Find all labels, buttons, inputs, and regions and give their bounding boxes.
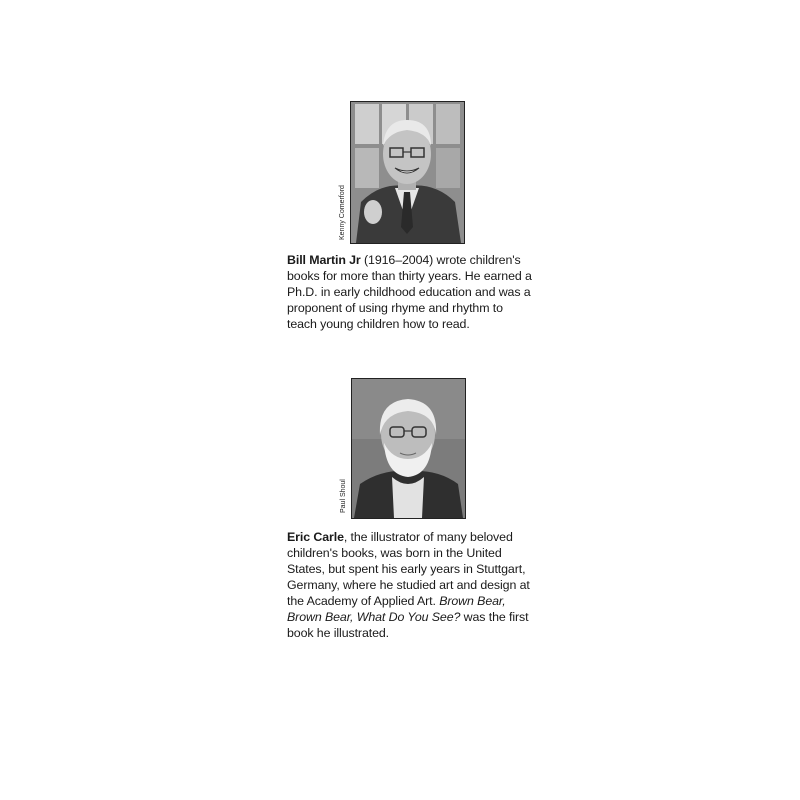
portrait-image	[351, 102, 464, 243]
bio-text: (1916–2004) wrote children's books for more than thirty years. He earned a Ph.D. in early childhood education and was a proponent of using rhyme and rhythm to teach young children how to read.	[287, 253, 532, 331]
author-name: Bill Martin Jr	[287, 253, 361, 267]
author-photo-eric-carle	[351, 378, 466, 519]
portrait-image	[352, 379, 465, 518]
book-title: Brown Bear, Brown Bear, What Do You See?	[287, 594, 506, 624]
bio-text: , the illustrator of many beloved children's books, was born in the United States, but spent his early years in Stuttgart, Germany, where he studied art and design at the Academy of Applied Art.	[287, 530, 530, 608]
author-bio	[287, 252, 532, 332]
photo-credit: Paul Shoul	[340, 479, 347, 513]
author-photo-bill-martin	[350, 101, 465, 244]
author-name: Eric Carle	[287, 530, 344, 544]
bio-text-end: was the first book he illustrated.	[287, 610, 529, 640]
author-bio	[287, 529, 532, 641]
photo-credit: Kenny Comerford	[339, 185, 346, 240]
